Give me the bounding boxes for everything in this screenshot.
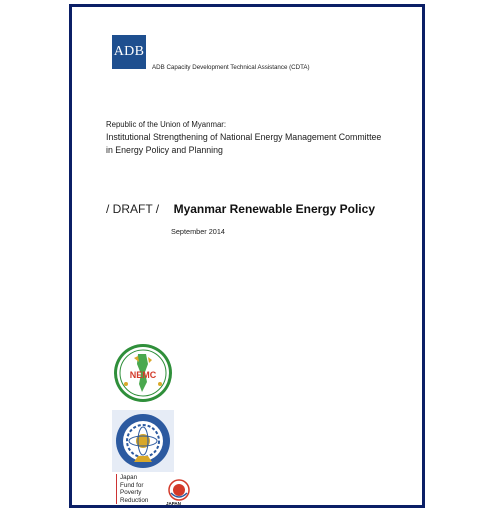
adb-logo-text: ADB: [113, 44, 145, 59]
project-title-line-1: Institutional Strengthening of National Energy Management Committee: [106, 132, 382, 142]
nemc-logo-text: NEMC: [129, 370, 157, 380]
document-title: Myanmar Renewable Energy Policy: [173, 202, 375, 216]
jfpr-line: Reduction: [120, 496, 149, 504]
jfpr-name: [116, 474, 148, 504]
document-date: September 2014: [171, 227, 225, 236]
adb-logo: [112, 35, 146, 69]
jfpr-line: Fund for: [120, 481, 144, 489]
program-name: ADB Capacity Development Technical Assistance (CDTA): [152, 64, 310, 71]
jfpr-logo: [112, 474, 192, 508]
draft-status: / DRAFT /: [106, 202, 160, 216]
jfpr-line: Poverty: [120, 489, 142, 497]
document-cover: [69, 4, 425, 508]
country-label: Republic of the Union of Myanmar:: [106, 120, 227, 129]
project-title: [106, 131, 416, 156]
jfpr-line: Japan: [120, 474, 138, 481]
ministry-emblem: [112, 410, 174, 472]
project-title-line-2: in Energy Policy and Planning: [106, 144, 223, 155]
nemc-logo: [112, 342, 174, 404]
japan-label: JAPAN: [166, 501, 181, 506]
document-heading: [106, 200, 375, 218]
